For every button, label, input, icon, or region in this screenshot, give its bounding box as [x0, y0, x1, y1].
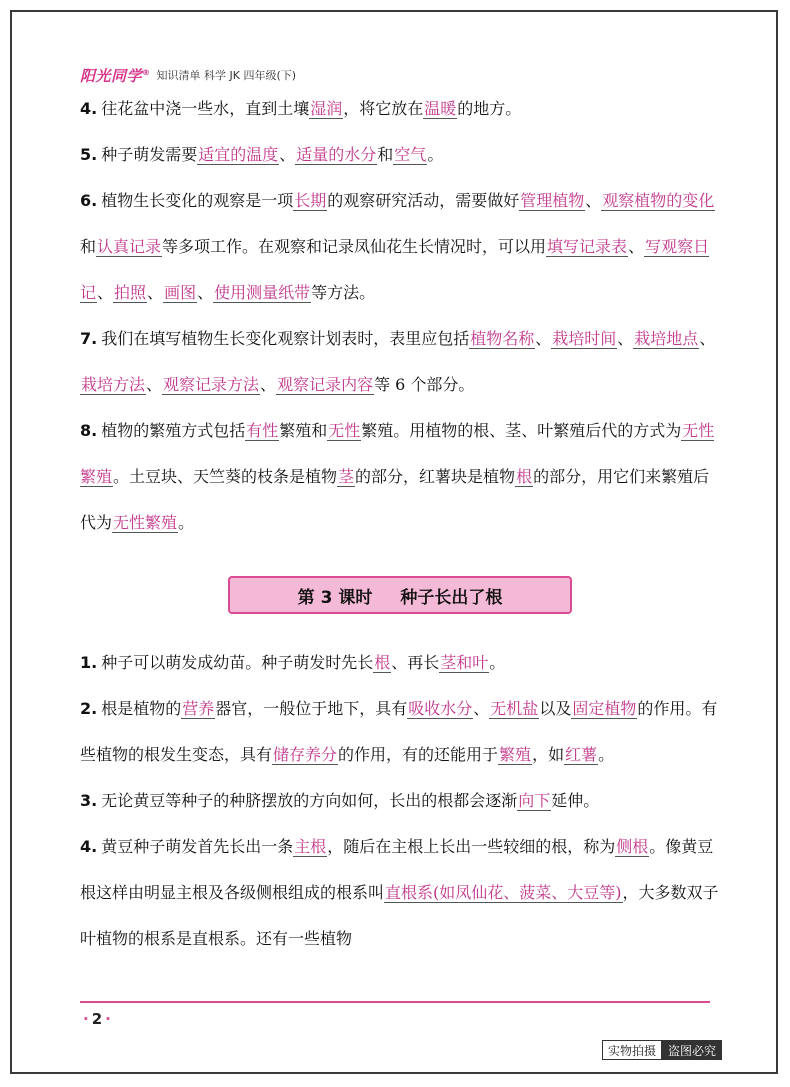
item-text: 的作用。有些植物的根发生变态，具有 [80, 699, 718, 764]
item-text: 。 [489, 653, 506, 672]
item-text: 、 [699, 329, 716, 348]
answer-blank: 管理植物 [520, 191, 585, 210]
answer-blank: 填写记录表 [547, 237, 628, 256]
item-text: 种子萌发需要 [101, 145, 198, 164]
answer-blank: 直根系(如凤仙花、菠菜、大豆等) [385, 883, 622, 902]
item-number: 6. [80, 191, 98, 210]
item-text: 、 [260, 375, 277, 394]
item-text: 。 [598, 745, 615, 764]
bottom-item-list [80, 640, 720, 962]
section-heading [228, 576, 572, 614]
answer-blank: 植物名称 [470, 329, 535, 348]
stamp-right: 盗图必究 [662, 1040, 722, 1060]
answer-blank: 固定植物 [572, 699, 637, 718]
answer-blank: 营养 [182, 699, 215, 718]
item-text: 种子可以萌发成幼苗。种子萌发时先长 [101, 653, 374, 672]
item-text: 无论黄豆等种子的种脐摆放的方向如何，长出的根都会逐渐 [101, 791, 518, 810]
page-header [80, 64, 296, 86]
item-text: 繁殖。用植物的根、茎、叶繁殖后代的方式为 [361, 421, 682, 440]
answer-blank: 向下 [518, 791, 551, 810]
list-item [80, 316, 720, 408]
item-text: 延伸。 [551, 791, 600, 810]
answer-blank: 适宜的温度 [198, 145, 279, 164]
item-text: 的部分，红薯块是植物 [355, 467, 516, 486]
list-item [80, 778, 720, 824]
item-text: 、 [628, 237, 645, 256]
item-text: 、 [473, 699, 490, 718]
item-text: 繁殖和 [279, 421, 328, 440]
item-number: 3. [80, 791, 98, 810]
answer-blank: 温暖 [424, 99, 457, 118]
item-text: 。 [178, 513, 195, 532]
answer-blank: 根 [516, 467, 533, 486]
list-item [80, 824, 720, 962]
answer-blank: 红薯 [565, 745, 598, 764]
answer-blank: 储存养分 [273, 745, 338, 764]
list-item [80, 132, 720, 178]
item-text: 。土豆块、天竺葵的枝条是植物 [113, 467, 338, 486]
answer-blank: 无性 [328, 421, 361, 440]
item-text: 、 [535, 329, 552, 348]
answer-blank: 栽培时间 [552, 329, 617, 348]
item-text: ，大多数双子叶植物的根系是直根系。还有一些植物 [80, 883, 719, 948]
answer-blank: 有性 [246, 421, 279, 440]
item-number: 5. [80, 145, 98, 164]
answer-blank: 观察植物的变化 [602, 191, 715, 210]
answer-blank: 繁殖 [499, 745, 532, 764]
item-text: ，随后在主根上长出一些较细的根，称为 [327, 837, 616, 856]
answer-blank: 主根 [294, 837, 327, 856]
item-text: 等方法。 [311, 283, 376, 302]
item-text: 和 [377, 145, 394, 164]
answer-blank: 栽培地点 [634, 329, 699, 348]
item-text: ，将它放在 [343, 99, 424, 118]
item-text: 、 [279, 145, 296, 164]
item-text: 往花盆中浇一些水，直到土壤 [101, 99, 310, 118]
list-item [80, 640, 720, 686]
answer-blank: 适量的水分 [296, 145, 377, 164]
answer-blank: 写观察日记 [80, 237, 710, 302]
item-text: 我们在填写植物生长变化观察计划表时，表里应包括 [101, 329, 470, 348]
list-item [80, 686, 720, 778]
item-text: 的部分，用它们来繁殖后代为 [80, 467, 710, 532]
item-number: 4. [80, 837, 98, 856]
item-text: 的地方。 [457, 99, 522, 118]
answer-blank: 无性繁殖 [113, 513, 178, 532]
item-text: 以及 [539, 699, 572, 718]
page-number: · 2 · [83, 1010, 111, 1028]
item-text: 植物的繁殖方式包括 [101, 421, 246, 440]
main-content [80, 86, 720, 962]
item-text: 的作用，有的还能用于 [338, 745, 499, 764]
answer-blank: 空气 [394, 145, 427, 164]
list-item [80, 408, 720, 546]
section-title: 种子长出了根 [400, 587, 503, 608]
answer-blank: 茎 [338, 467, 355, 486]
item-text: 等 6 个部分。 [374, 375, 475, 394]
watermark-stamp [602, 1040, 722, 1060]
item-text: 器官，一般位于地下，具有 [215, 699, 408, 718]
item-text: 根是植物的 [101, 699, 182, 718]
item-number: 8. [80, 421, 98, 440]
header-subtitle: 知识清单 科学 JK 四年级(下) [156, 69, 297, 82]
answer-blank: 画图 [164, 283, 197, 302]
item-number: 2. [80, 699, 98, 718]
answer-blank: 湿润 [310, 99, 343, 118]
brand-logo: 阳光同学® [80, 66, 151, 85]
stamp-left: 实物拍摄 [602, 1040, 662, 1060]
item-text: 的观察研究活动，需要做好 [327, 191, 520, 210]
item-text: 、 [617, 329, 634, 348]
item-text: 、 [97, 283, 114, 302]
item-text: 植物生长变化的观察是一项 [101, 191, 294, 210]
answer-blank: 无机盐 [490, 699, 539, 718]
item-text: 、 [197, 283, 214, 302]
answer-blank: 茎和叶 [440, 653, 489, 672]
item-text: 等多项工作。在观察和记录凤仙花生长情况时，可以用 [162, 237, 547, 256]
item-text: 、 [147, 283, 164, 302]
answer-blank: 使用测量纸带 [214, 283, 311, 302]
answer-blank: 栽培方法 [81, 375, 146, 394]
item-text: ，如 [532, 745, 565, 764]
answer-blank: 观察记录内容 [277, 375, 374, 394]
answer-blank: 观察记录方法 [163, 375, 260, 394]
item-text: 、再长 [391, 653, 440, 672]
item-number: 1. [80, 653, 98, 672]
item-number: 7. [80, 329, 98, 348]
item-text: 。像黄豆根这样由明显主根及各级侧根组成的根系叫 [80, 837, 714, 902]
answer-blank: 拍照 [114, 283, 147, 302]
answer-blank: 无性繁殖 [80, 421, 715, 486]
item-text: 和 [80, 237, 97, 256]
section-lesson: 第 3 课时 [297, 587, 373, 608]
answer-blank: 长期 [294, 191, 327, 210]
footer-divider [80, 1001, 710, 1003]
list-item [80, 178, 720, 316]
item-number: 4. [80, 99, 98, 118]
answer-blank: 吸收水分 [408, 699, 473, 718]
item-text: 黄豆种子萌发首先长出一条 [101, 837, 294, 856]
answer-blank: 根 [374, 653, 391, 672]
answer-blank: 侧根 [616, 837, 649, 856]
item-text: 、 [585, 191, 602, 210]
list-item [80, 86, 720, 132]
answer-blank: 认真记录 [97, 237, 162, 256]
item-text: 、 [146, 375, 163, 394]
top-item-list [80, 86, 720, 546]
item-text: 。 [427, 145, 444, 164]
